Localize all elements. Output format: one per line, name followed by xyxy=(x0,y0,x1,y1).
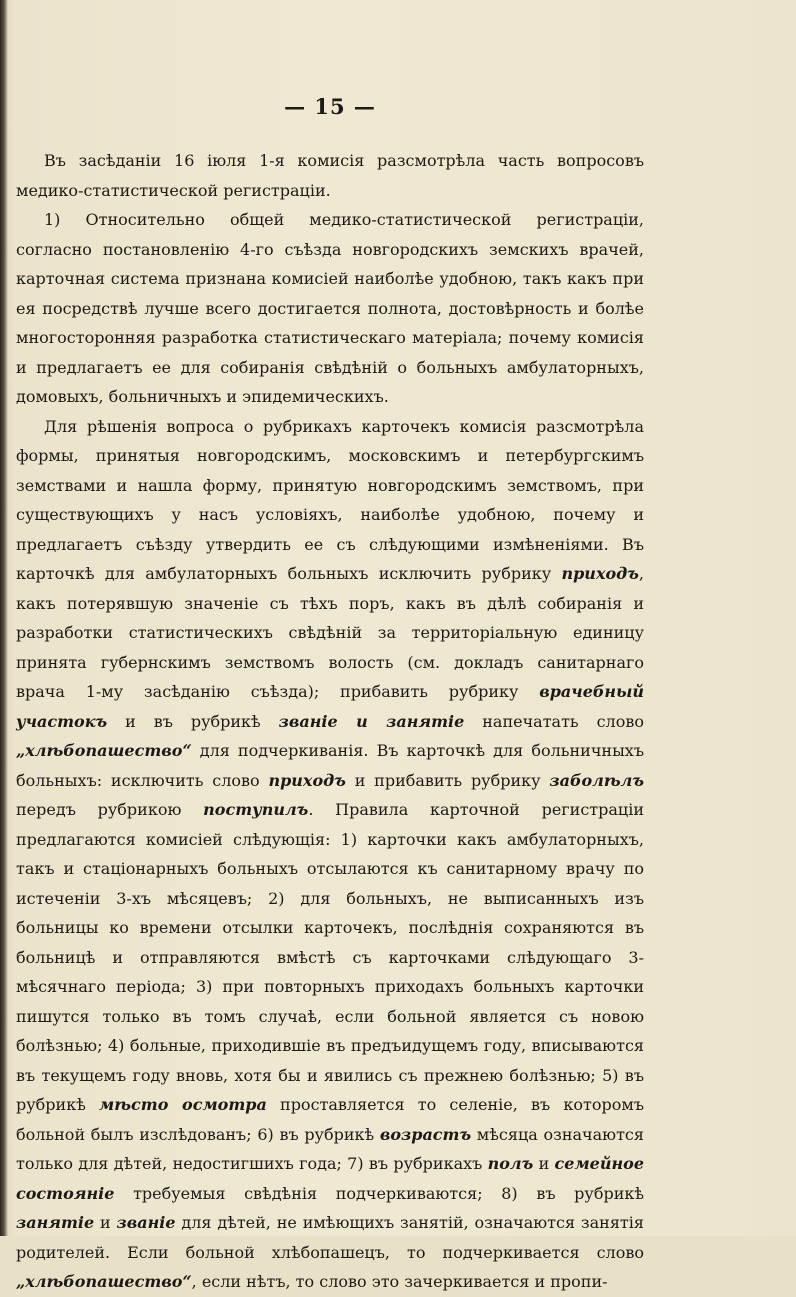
paragraph-3-seg-8: для подчеркиванія. Въ карточкѣ для больничныхъ больныхъ: исключить слово xyxy=(16,741,644,790)
paragraph-3-seg-23: занятіе xyxy=(16,1213,95,1232)
paragraph-3-seg-5: званіе и занятіе xyxy=(278,711,465,731)
paragraph-3-seg-0: Для рѣшенія вопроса о рубрикахъ карточекъ комисія разсмотрѣла формы, принятыя новгородскимъ, московскимъ и петербургскимъ земствами и нашла форму, принятую новгородскимъ земствомъ, при существующихъ у насъ условіяхъ, наиболѣе удобною, почему и предлагаетъ съѣзду утвердить ее съ слѣдующими измѣненіями. Въ карточкѣ для амбулаторныхъ больныхъ исключить рубрику xyxy=(16,416,644,583)
paragraph-3-seg-21: семейное состояніе xyxy=(16,1154,644,1203)
paragraph-3-seg-25: званіе xyxy=(116,1213,176,1232)
paragraph-1-seg-0: Въ засѣданіи 16 іюля 1-я комисія разсмотрѣла часть вопросовъ медико-статистической регистраціи. xyxy=(16,151,644,200)
paragraph-3-seg-18: мѣсяца означаются только для дѣтей, недостигшихъ года; 7) въ рубрикахъ xyxy=(16,1124,644,1173)
paragraph-3-seg-28: , если нѣтъ, то слово это зачеркивается и пропи- xyxy=(191,1272,608,1291)
paragraph-3-seg-14: . Правила карточной регистраціи предлагаются комисіей слѣдующія: 1) карточки какъ амбулаторныхъ, такъ и стаціонарныхъ больныхъ отсылаются къ санитарному врачу по истеченіи 3-хъ мѣсяцевъ; 2) для больныхъ, не выписанныхъ изъ больницы ко времени отсылки карточекъ, послѣднія сохраняются въ больницѣ и отправляются вмѣстѣ съ карточками слѣдующаго 3-мѣсячнаго періода; 3) при повторныхъ приходахъ больныхъ карточки пишутся только въ томъ случаѣ, если больной является съ новою болѣзнью; 4) больные, приходившіе въ предъидущемъ году, вписываются въ текущемъ году вновь, хотя бы и явились съ прежнею болѣзнью; 5) въ рубрикѣ xyxy=(16,800,644,1114)
paragraph-3-seg-13: поступилъ xyxy=(203,800,309,819)
paragraph-2 xyxy=(16,205,644,412)
paragraph-3-seg-10: и прибавить рубрику xyxy=(345,770,550,790)
paragraph-3-seg-15: мѣсто осмотра xyxy=(99,1095,267,1114)
paragraph-3-seg-16: проставляется то селеніе, въ которомъ больной былъ изслѣдованъ; 6) въ рубрикѣ xyxy=(16,1095,644,1144)
paragraph-3-seg-1: приходъ xyxy=(561,564,639,583)
page-number: — 15 — xyxy=(284,94,376,119)
paragraph-2-seg-0: 1) Относительно общей медико-статистической регистраціи, согласно постановленію 4-го съѣзда новгородскихъ земскихъ врачей, карточная система признана комисіей наиболѣе удобною, такъ какъ при ея посредствѣ лучше всего достигается полнота, достовѣрность и болѣе многосторонняя разработка статистическаго матеріала; почему комисія и предлагаетъ ее для собиранія свѣдѣній о больныхъ амбулаторныхъ, домовыхъ, больничныхъ и эпидемическихъ. xyxy=(16,210,644,406)
paragraph-3 xyxy=(16,412,644,1297)
paragraph-3-seg-3: врачебный участокъ xyxy=(16,682,644,731)
paragraph-3-seg-22: требуемыя свѣдѣнія подчеркиваются; 8) въ рубрикѣ xyxy=(114,1183,644,1203)
body-text xyxy=(16,146,644,1297)
paragraph-3-seg-11: заболѣлъ xyxy=(549,770,645,790)
paragraph-3-seg-4: и въ рубрикѣ xyxy=(107,711,279,731)
paragraph-3-seg-2: , какъ потерявшую значеніе съ тѣхъ поръ, какъ въ дѣлѣ собиранія и разработки статистическихъ свѣдѣній за территоріальную единицу принята губернскимъ земствомъ волость (см. докладъ санитарнаго врача 1-му засѣданію съѣзда); прибавить рубрику xyxy=(16,564,644,701)
paragraph-3-seg-6: напечатать слово xyxy=(464,711,644,731)
paragraph-1 xyxy=(16,146,644,205)
paragraph-3-seg-20: и xyxy=(533,1154,555,1173)
paragraph-3-seg-24: и xyxy=(94,1213,117,1232)
binding-edge xyxy=(0,0,8,1236)
paragraph-3-seg-27: „хлѣбопашество“ xyxy=(16,1272,192,1291)
paragraph-3-seg-26: для дѣтей, не имѣющихъ занятій, означаются занятія родителей. Если больной хлѣбопашецъ, то подчеркивается слово xyxy=(16,1213,644,1262)
paragraph-3-seg-17: возрастъ xyxy=(379,1124,472,1144)
paragraph-3-seg-12: передъ рубрикою xyxy=(16,800,204,819)
paragraph-3-seg-9: приходъ xyxy=(268,770,346,790)
paragraph-3-seg-19: полъ xyxy=(487,1154,534,1173)
paragraph-3-seg-7: „хлѣбопашество“ xyxy=(16,741,192,760)
